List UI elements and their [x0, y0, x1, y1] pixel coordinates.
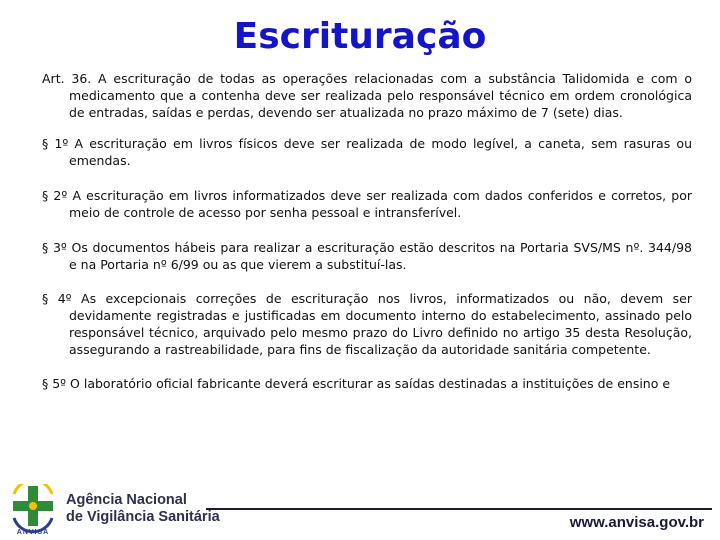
agency-name: [66, 492, 220, 526]
svg-text:ANVISA: ANVISA: [16, 529, 50, 536]
paragraph-2: § 2º A escrituração em livros informatizados deve ser realizada com dados conferidos e corretos, por meio de controle de acesso por senha pessoal e intransferível.: [42, 188, 692, 220]
article-paragraph: Art. 36. A escrituração de todas as operações relacionadas com a substância Talidomida e com o medicamento que a contenha deve ser realizada pelo responsável técnico em ordem cronológica de entradas, saídas e perdas, devendo ser atualizada no prazo máximo de 7 (sete) dias.: [42, 71, 692, 120]
footer: [0, 478, 720, 540]
paragraph-3: § 3º Os documentos hábeis para realizar a escrituração estão descritos na Portaria SVS/MS nº. 344/98 e na Portaria nº 6/99 ou as que vierem a substituí-las.: [42, 240, 692, 272]
paragraph-1: § 1º A escrituração em livros físicos deve ser realizada de modo legível, a caneta, sem rasuras ou emendas.: [42, 136, 692, 168]
document-body: [42, 70, 692, 392]
paragraph-4: § 4º As excepcionais correções de escrituração nos livros, informatizados ou não, devem ser devidamente registradas e justificadas em documento interno do estabelecimento, assinado pelo responsável técnico, arquivado pelo mesmo prazo do Livro definido no artigo 35 desta Resolução, assegurando a rastreabilidade, para fins de fiscalização da autoridade sanitária competente.: [42, 291, 692, 357]
anvisa-logo-icon: [8, 484, 58, 536]
agency-name-line2: de Vigilância Sanitária: [66, 509, 220, 525]
footer-divider: [206, 508, 712, 510]
agency-name-line1: Agência Nacional: [66, 492, 187, 508]
page-title: Escrituração: [233, 16, 487, 57]
paragraph-5: § 5º O laboratório oficial fabricante deverá escriturar as saídas destinadas a instituições de ensino e: [42, 376, 671, 391]
website-link[interactable]: www.anvisa.gov.br: [569, 514, 704, 531]
